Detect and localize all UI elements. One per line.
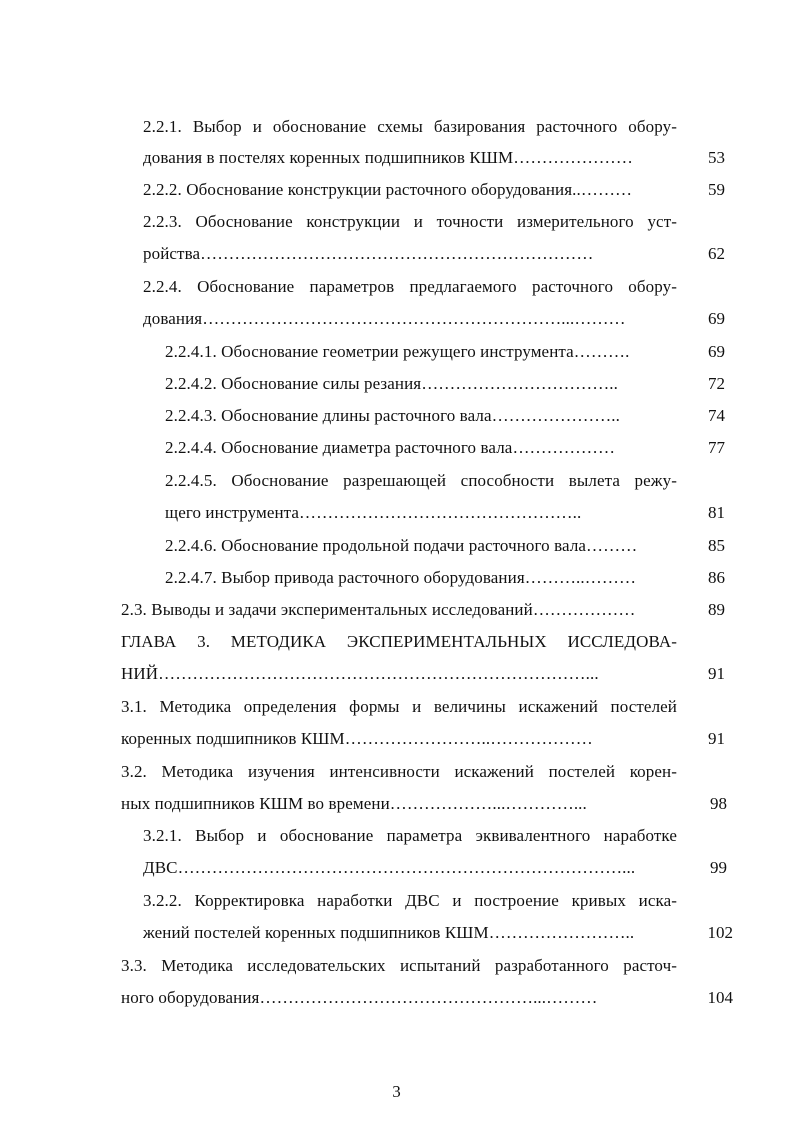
toc-page-number: 62 [708, 244, 725, 263]
toc-entry-line: 2.2.4.3. Обоснование длины расточного вала………………….. [165, 406, 621, 425]
toc-entry-line: 2.2.4. Обоснование параметров предлагаемого расточного обору- [143, 277, 677, 296]
toc-entry-line: 2.2.4.5. Обоснование разрешающей способности вылета режу- [165, 471, 677, 490]
toc-page-number: 99 [710, 858, 727, 877]
toc-page-number: 85 [708, 536, 725, 555]
toc-entry-line: 3.2.1. Выбор и обоснование параметра эквивалентного наработке [143, 826, 677, 845]
toc-entry-line: 2.2.3. Обоснование конструкции и точности измерительного уст- [143, 212, 677, 231]
toc-entry-line: ДВС……………………………………………………………………... [143, 858, 636, 877]
toc-entry-line: 3.3. Методика исследовательских испытаний разработанного расточ- [121, 956, 677, 975]
toc-entry-line: дования………………………………………………………...……… [143, 309, 626, 328]
toc-entry-line: 3.2.2. Корректировка наработки ДВС и построение кривых иска- [143, 891, 677, 910]
toc-page-number: 102 [707, 923, 733, 942]
page-number: 3 [392, 1082, 401, 1101]
toc-entry-line: щего инструмента………………………………………….. [165, 503, 582, 522]
toc-entry-line: 2.2.2. Обоснование конструкции расточного оборудования..……… [143, 180, 633, 199]
toc-page-number: 104 [707, 988, 733, 1007]
toc-entry-line: 2.2.1. Выбор и обоснование схемы базирования расточного обору- [143, 117, 677, 136]
toc-entry-line: 3.1. Методика определения формы и величины искажений постелей [121, 697, 677, 716]
toc-page-number: 98 [710, 794, 727, 813]
toc-entry-line: 2.3. Выводы и задачи экспериментальных исследований……………… [121, 600, 636, 619]
toc-entry-line: 3.2. Методика изучения интенсивности искажений постелей корен- [121, 762, 677, 781]
toc-page-number: 86 [708, 568, 725, 587]
toc-entry-line: коренных подшипников КШМ……………………..……………… [121, 729, 593, 748]
toc-entry-line: 2.2.4.7. Выбор привода расточного оборудования………..……… [165, 568, 637, 587]
toc-entry-line: 2.2.4.4. Обоснование диаметра расточного вала……………… [165, 438, 616, 457]
toc-page-number: 91 [708, 729, 725, 748]
toc-entry-line: ГЛАВА 3. МЕТОДИКА ЭКСПЕРИМЕНТАЛЬНЫХ ИССЛЕДОВА- [121, 632, 677, 651]
toc-entry-line: 2.2.4.1. Обоснование геометрии режущего инструмента………. [165, 342, 630, 361]
toc-page-number: 59 [708, 180, 725, 199]
toc-entry-line: 2.2.4.6. Обоснование продольной подачи расточного вала……… [165, 536, 638, 555]
toc-page-number: 81 [708, 503, 725, 522]
toc-entry-line: жений постелей коренных подшипников КШМ…………………….. [143, 923, 635, 942]
toc-entry-line: дования в постелях коренных подшипников КШМ………………… [143, 148, 633, 167]
toc-page-number: 69 [708, 309, 725, 328]
toc-page-number: 69 [708, 342, 725, 361]
toc-page-number: 53 [708, 148, 725, 167]
toc-entry-line: НИЙ…………………………………………………………………... [121, 664, 599, 683]
toc-entry-line: ройства…………………………………………………………… [143, 244, 594, 263]
toc-page-number: 74 [708, 406, 725, 425]
toc-page-number: 89 [708, 600, 725, 619]
toc-page-number: 91 [708, 664, 725, 683]
toc-entry-line: 2.2.4.2. Обоснование силы резания…………………………….. [165, 374, 619, 393]
toc-page-number: 77 [708, 438, 725, 457]
toc-entry-line: ных подшипников КШМ во времени………………...…………... [121, 794, 587, 813]
toc-page-number: 72 [708, 374, 725, 393]
toc-entry-line: ного оборудования…………………………………………...……… [121, 988, 598, 1007]
